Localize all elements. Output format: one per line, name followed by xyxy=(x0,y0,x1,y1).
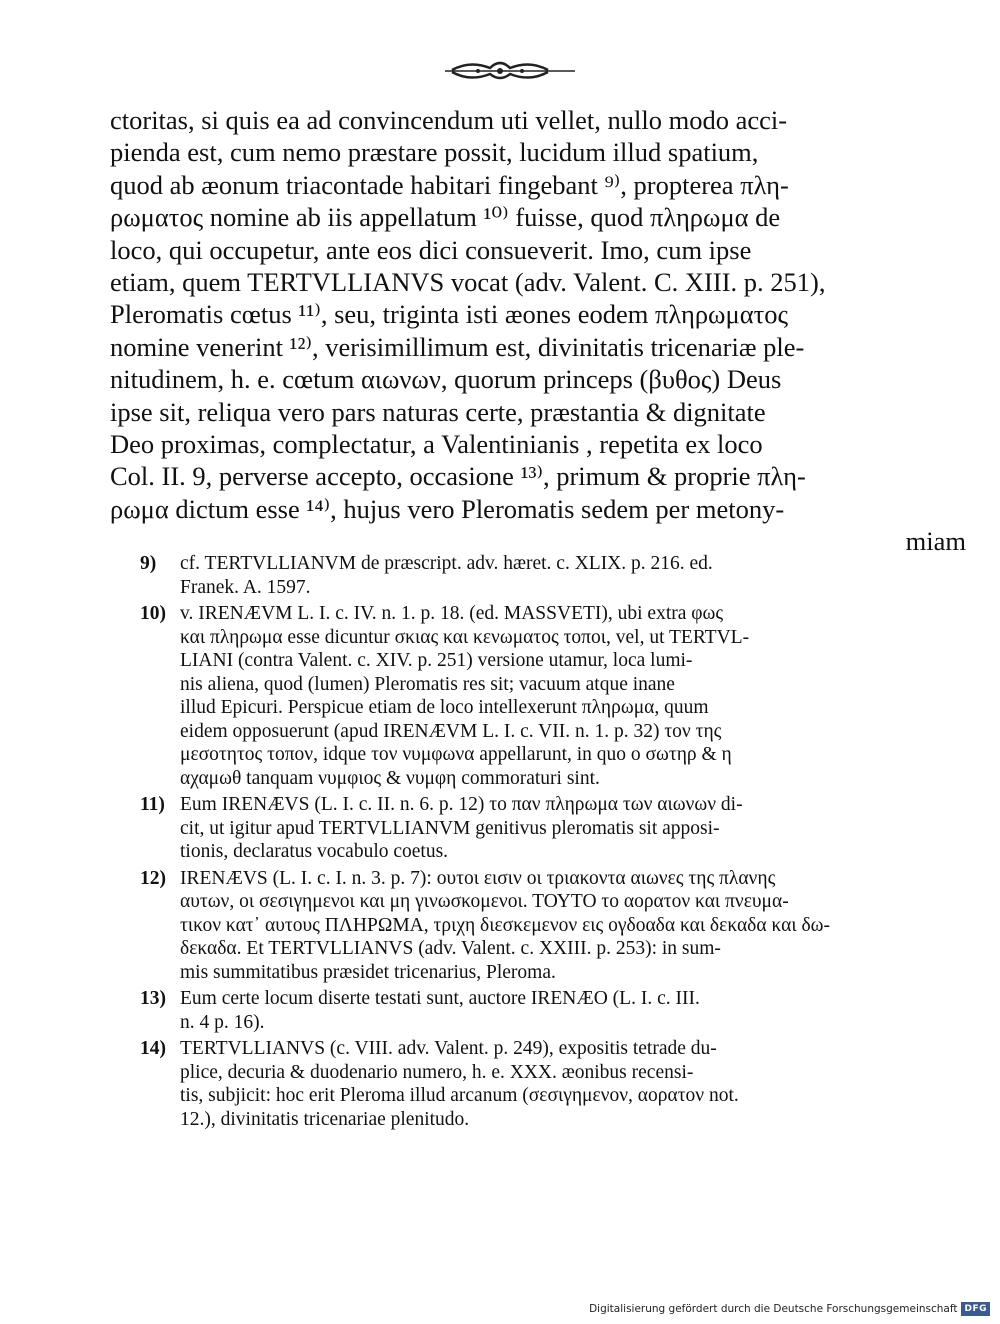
footnote xyxy=(140,552,962,599)
footnote-line: και πληρωμα esse dicuntur σκιας και κενωματος τοποι, vel, ut TERTVL- xyxy=(180,626,750,648)
footnote-line: TERTVLLIANVS (c. VIII. adv. Valent. p. 249), expositis tetrade du- xyxy=(180,1038,717,1059)
footnote-line: tionis, declaratus vocabulo coetus. xyxy=(180,841,449,862)
footnote-number: 14) xyxy=(140,1038,166,1059)
footnote-line: Eum IRENÆVS (L. I. c. II. n. 6. p. 12) το παν πληρωμα των αιωνων di- xyxy=(180,794,743,815)
main-line: miam xyxy=(905,526,966,557)
footnote-line: plice, decuria & duodenario numero, h. e. XXX. æonibus recensi- xyxy=(180,1061,694,1083)
main-line: nitudinem, h. e. cœtum αιωνων, quorum princeps (βυθος) Deus xyxy=(110,364,782,395)
main-line: Col. II. 9, perverse accepto, occasione ¹³⁾, primum & proprie πλη- xyxy=(110,461,806,492)
footnote-line: 12.), divinitatis tricenariae plenitudo. xyxy=(180,1108,470,1130)
footnotes xyxy=(140,552,962,1134)
footnote-line: nis aliena, quod (lumen) Pleromatis res sit; vacuum atque inane xyxy=(180,673,675,695)
main-line: ctoritas, si quis ea ad convincendum uti vellet, nullo modo acci- xyxy=(110,105,788,135)
main-line: quod ab æonum triacontade habitari fingebant ⁹⁾, propterea πλη- xyxy=(110,169,789,200)
main-line: nomine venerint ¹²⁾, verisimillimum est, divinitatis tricenariæ ple- xyxy=(110,331,805,362)
footnote-line: IRENÆVS (L. I. c. I. n. 3. p. 7): ουτοι εισιν οι τριακοντα αιωνες της πλανης xyxy=(180,867,776,889)
footnote-line: cit, ut igitur apud TERTVLLIANVM genitivus pleromatis sit apposi- xyxy=(180,817,720,839)
footnote-line: Eum certe locum diserte testati sunt, auctore IRENÆO (L. I. c. III. xyxy=(180,988,700,1009)
main-line: ρωμα dictum esse ¹⁴⁾, hujus vero Pleromatis sedem per metony- xyxy=(110,493,785,524)
footnote-line: eidem opposuerunt (apud IRENÆVM L. I. c. VII. n. 1. p. 32) τον της xyxy=(180,720,722,742)
footnote-line: illud Epicuri. Perspicue etiam de loco intellexerunt πληρωμα, quum xyxy=(180,697,709,718)
footnote xyxy=(140,987,962,1034)
digitization-credit xyxy=(589,1300,990,1318)
footnote-line: cf. TERTVLLIANVM de præscript. adv. hæret. c. XLIX. p. 216. ed. xyxy=(180,553,713,574)
footnote-number: 9) xyxy=(140,553,157,574)
footnote-number: 10) xyxy=(140,603,166,624)
headpiece-ornament xyxy=(0,56,1000,84)
footnote-line: δεκαδα. Et TERTVLLIANVS (adv. Valent. c. XXIII. p. 253): in sum- xyxy=(180,938,721,959)
main-line: loco, qui occupetur, ante eos dici consueverit. Imo, cum ipse xyxy=(110,234,752,265)
footnote-number: 12) xyxy=(140,867,166,889)
footnote-line: LIANI (contra Valent. c. XIV. p. 251) versione utamur, loca lumi- xyxy=(180,650,693,671)
footnote-line: mis summitatibus præsidet tricenarius, Pleroma. xyxy=(180,961,556,983)
footnote xyxy=(140,602,962,790)
footnote-line: τικον κατ᾽ αυτους ΠΛΗΡΩΜΑ, τριχη διεσκεμενον εις ογδοαδα και δεκαδα και δω- xyxy=(180,914,830,936)
footnote-line: n. 4 p. 16). xyxy=(180,1011,265,1033)
main-line: Pleromatis cœtus ¹¹⁾, seu, triginta isti æones eodem πληρωματος xyxy=(110,299,788,330)
footnote-number: 11) xyxy=(140,794,165,815)
main-line: ρωματος nomine ab iis appellatum ¹⁰⁾ fuisse, quod πληρωμα de xyxy=(110,202,781,233)
main-line: ipse sit, reliqua vero pars naturas certe, præstantia & dignitate xyxy=(110,396,766,427)
main-line: etiam, quem TERTVLLIANVS vocat (adv. Valent. C. XIII. p. 251), xyxy=(110,267,826,298)
footnote-line: αχαμωθ tanquam νυμφιος & νυμφη commoraturi sint. xyxy=(180,767,600,789)
main-line: Deo proximas, complectatur, a Valentinianis , repetita ex loco xyxy=(110,429,763,460)
main-line: pienda est, cum nemo præstare possit, lucidum illud spatium, xyxy=(110,137,759,168)
footnote-number: 13) xyxy=(140,988,166,1009)
footnote xyxy=(140,867,962,985)
footnote-line: Franek. A. 1597. xyxy=(180,576,311,598)
footnote-line: v. IRENÆVM L. I. c. IV. n. 1. p. 18. (ed. MASSVETI), ubi extra φως xyxy=(180,603,724,624)
main-text xyxy=(110,104,966,558)
dfg-logo: DFG xyxy=(961,1302,990,1316)
footnote xyxy=(140,793,962,864)
credit-text: Digitalisierung gefördert durch die Deutsche Forschungsgemeinschaft xyxy=(589,1303,958,1315)
footnote-line: αυτων, οι σεσιγημενοι και μη γινωσκομενοι. ΤΟΥΤΟ το αορατον και πνευμα- xyxy=(180,891,789,912)
footnote-line: tis, subjicit: hoc erit Pleroma illud arcanum (σεσιγημενον, αορατον not. xyxy=(180,1085,739,1106)
footnote-line: μεσοτητος τοπον, idque τον νυμφωνα appellarunt, in quo ο σωτηρ & η xyxy=(180,744,732,765)
footnote xyxy=(140,1037,962,1131)
